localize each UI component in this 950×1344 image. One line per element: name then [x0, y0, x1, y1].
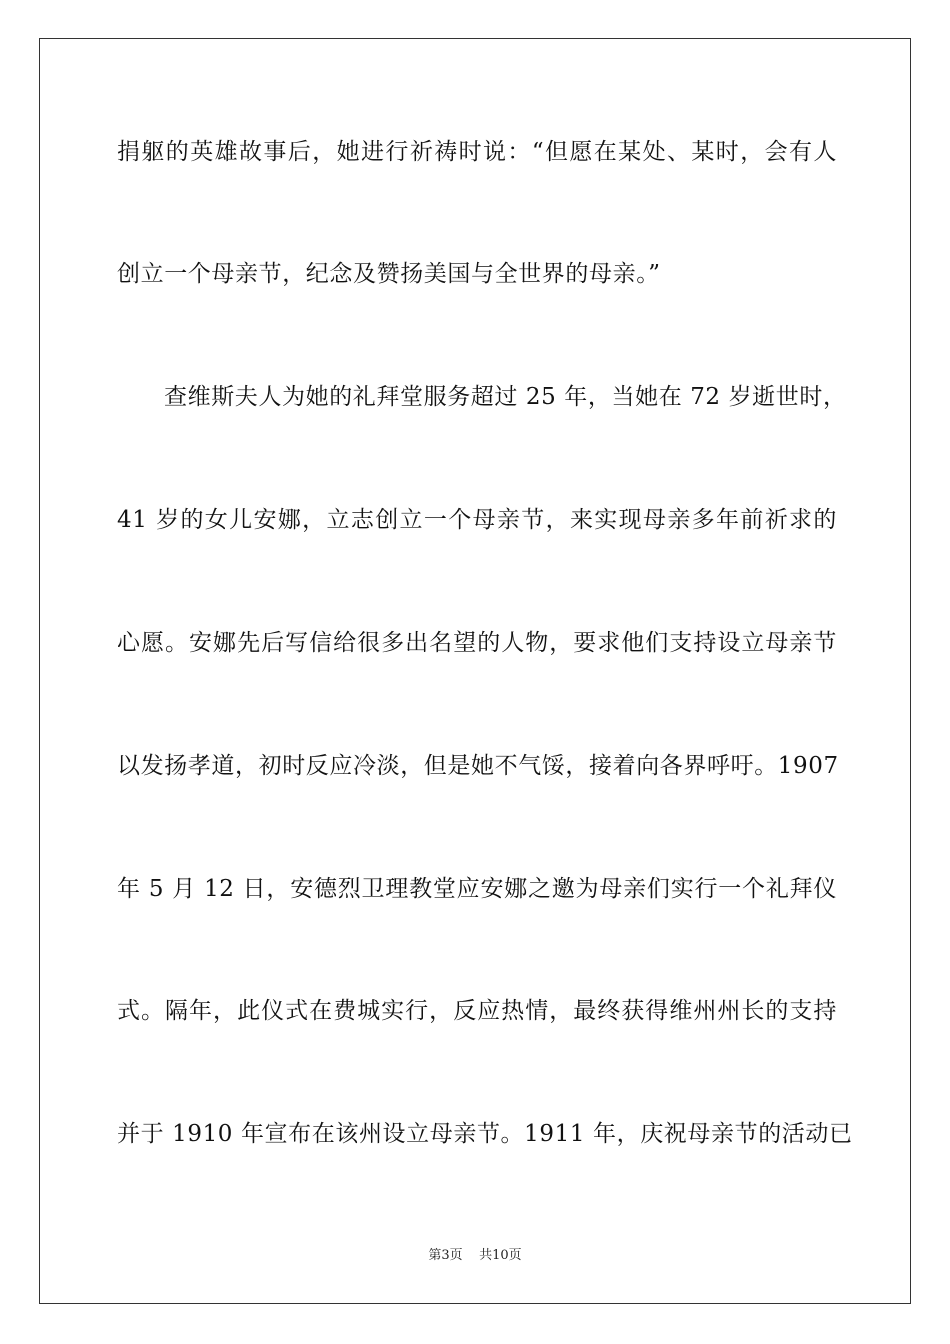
- footer-gap: [463, 1248, 480, 1263]
- body-text-line-3: 查维斯夫人为她的礼拜堂服务超过 25 年，当她在 72 岁逝世时，: [164, 384, 847, 410]
- page-frame: [39, 38, 911, 1304]
- body-text-line-7: 年 5 月 12 日，安德烈卫理教堂应安娜之邀为母亲们实行一个礼拜仪: [117, 876, 837, 902]
- page-number: 第3页: [428, 1248, 463, 1263]
- body-text-line-9: 并于 1910 年宣布在该州设立母亲节。1911 年，庆祝母亲节的活动已: [117, 1121, 853, 1147]
- body-text-line-2: 创立一个母亲节，纪念及赞扬美国与全世界的母亲。”: [117, 261, 661, 287]
- page-total: 共10页: [479, 1248, 522, 1263]
- body-text-line-1: 捐躯的英雄故事后，她进行祈祷时说：“但愿在某处、某时，会有人: [117, 139, 837, 165]
- body-text-line-6: 以发扬孝道，初时反应冷淡，但是她不气馁，接着向各界呼吁。1907: [117, 753, 839, 779]
- body-text-line-8: 式。隔年，此仪式在费城实行，反应热情，最终获得维州州长的支持: [117, 998, 837, 1024]
- body-text-line-4: 41 岁的女儿安娜，立志创立一个母亲节，来实现母亲多年前祈求的: [117, 507, 837, 533]
- body-text-line-5: 心愿。安娜先后写信给很多出名望的人物，要求他们支持设立母亲节: [117, 630, 837, 656]
- page-footer: [0, 1247, 950, 1265]
